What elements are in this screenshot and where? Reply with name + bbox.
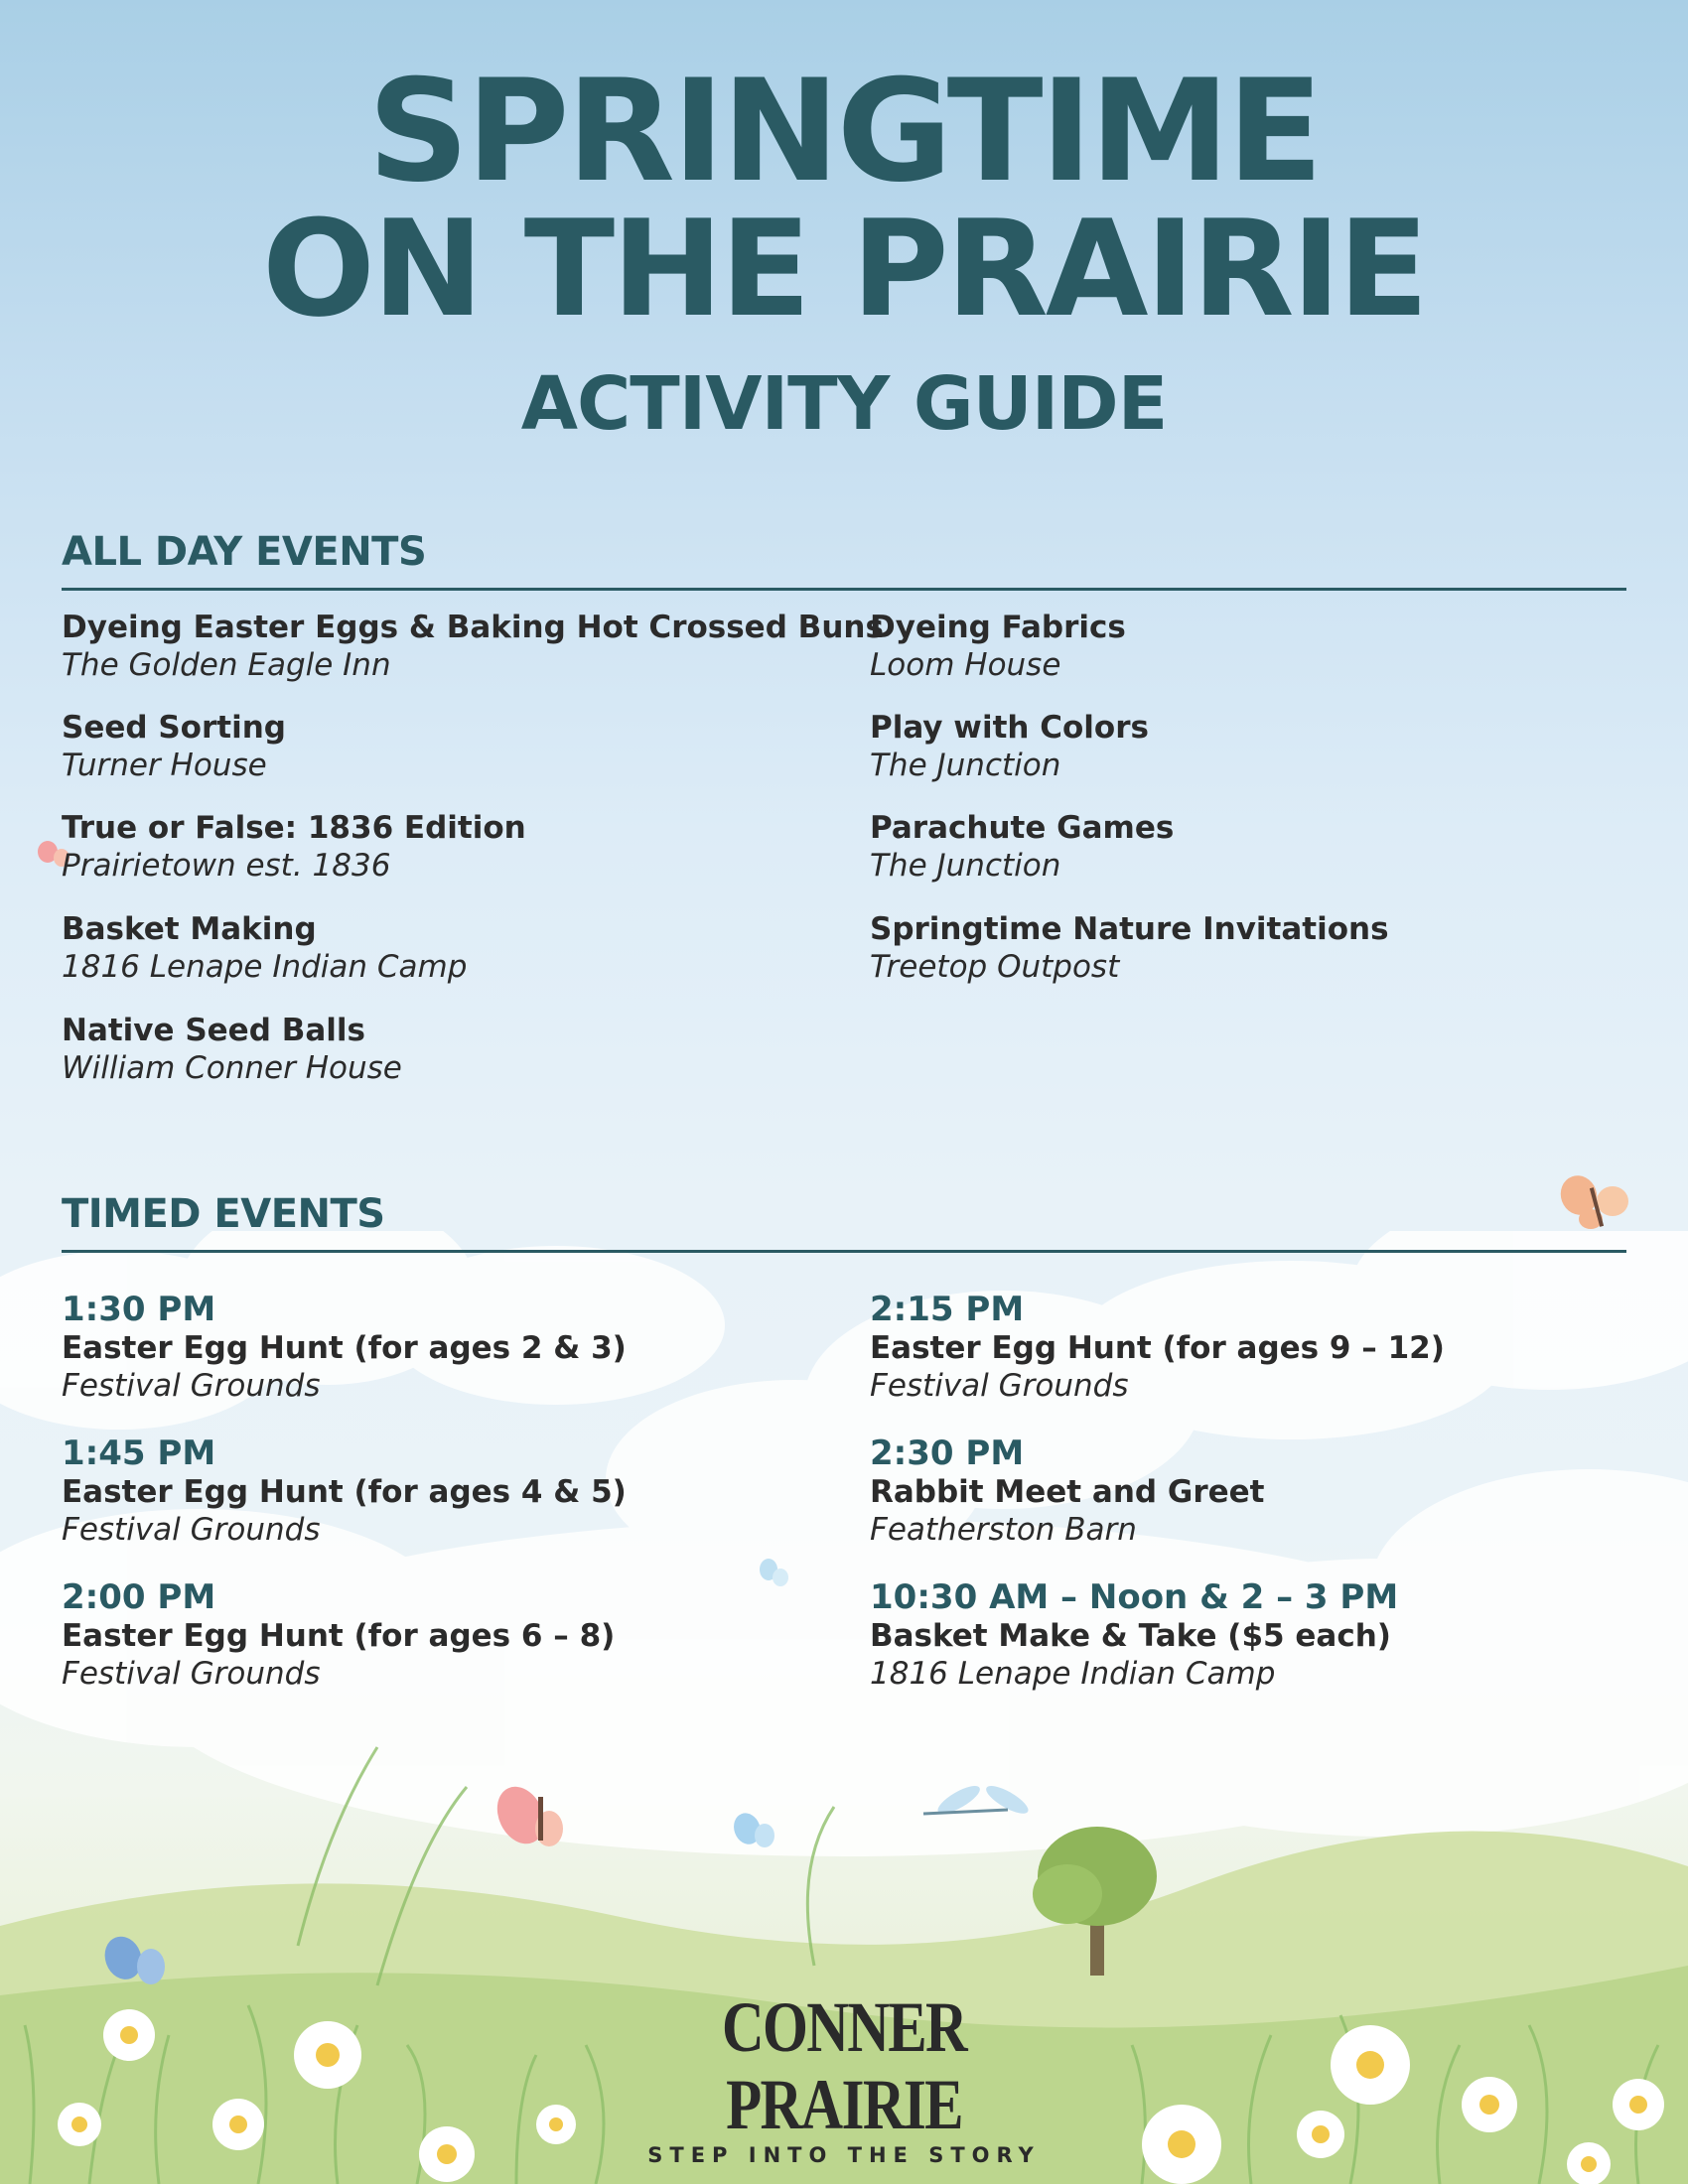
event-location: Turner House — [62, 748, 267, 783]
event-item — [62, 609, 884, 684]
event-location: The Golden Eagle Inn — [62, 647, 391, 683]
timed-event-item — [62, 1290, 627, 1405]
event-name: Easter Egg Hunt (for ages 6 – 8) — [62, 1618, 616, 1654]
event-name: Basket Making — [62, 911, 317, 947]
event-name: Play with Colors — [870, 710, 1149, 746]
subtitle: ACTIVITY GUIDE — [520, 361, 1168, 447]
event-name: Seed Sorting — [62, 710, 286, 746]
event-item — [870, 809, 1174, 885]
logo-tagline: STEP INTO THE STORY — [647, 2143, 1041, 2167]
event-item — [62, 809, 526, 885]
butterfly-orange-icon — [1557, 1171, 1636, 1241]
event-location: 1816 Lenape Indian Camp — [62, 949, 468, 985]
all-day-divider — [62, 588, 1626, 591]
event-location: William Conner House — [62, 1050, 402, 1086]
title-line-1: SPRINGTIME — [367, 50, 1321, 213]
event-location: Festival Grounds — [62, 1656, 321, 1692]
event-name: Easter Egg Hunt (for ages 4 & 5) — [62, 1474, 627, 1510]
timed-divider — [62, 1250, 1626, 1253]
timed-event-item — [62, 1433, 627, 1549]
timed-event-item — [870, 1577, 1398, 1693]
event-location: The Junction — [870, 848, 1061, 884]
event-location: Festival Grounds — [62, 1512, 321, 1548]
timed-event-item — [870, 1290, 1445, 1405]
event-time: 1:45 PM — [62, 1433, 216, 1473]
event-name: Native Seed Balls — [62, 1013, 365, 1048]
all-day-heading: ALL DAY EVENTS — [62, 529, 427, 575]
event-item — [62, 709, 286, 784]
event-item — [870, 709, 1149, 784]
conner-prairie-logo — [596, 1988, 1092, 2167]
event-name: Dyeing Easter Eggs & Baking Hot Crossed Buns — [62, 610, 884, 645]
event-name: Springtime Nature Invitations — [870, 911, 1389, 947]
event-item — [62, 1012, 402, 1087]
event-time: 2:00 PM — [62, 1577, 216, 1617]
timed-event-item — [870, 1433, 1265, 1549]
event-item — [870, 609, 1126, 684]
event-location: Festival Grounds — [62, 1368, 321, 1404]
event-location: Prairietown est. 1836 — [62, 848, 391, 884]
event-time: 2:30 PM — [870, 1433, 1025, 1473]
event-location: Festival Grounds — [870, 1368, 1129, 1404]
event-name: Easter Egg Hunt (for ages 2 & 3) — [62, 1330, 627, 1366]
event-name: Rabbit Meet and Greet — [870, 1474, 1265, 1510]
title-line-2: ON THE PRAIRIE — [262, 192, 1426, 346]
timed-heading: TIMED EVENTS — [62, 1191, 385, 1237]
event-name: True or False: 1836 Edition — [62, 810, 526, 846]
timed-event-item — [62, 1577, 615, 1693]
event-name: Parachute Games — [870, 810, 1175, 846]
event-name: Basket Make & Take ($5 each) — [870, 1618, 1391, 1654]
event-location: Featherston Barn — [870, 1512, 1137, 1548]
event-name: Dyeing Fabrics — [870, 610, 1126, 645]
event-name: Easter Egg Hunt (for ages 9 – 12) — [870, 1330, 1445, 1366]
event-time: 2:15 PM — [870, 1290, 1025, 1329]
event-location: Treetop Outpost — [870, 949, 1120, 985]
event-time: 10:30 AM – Noon & 2 – 3 PM — [870, 1577, 1399, 1617]
event-time: 1:30 PM — [62, 1290, 216, 1329]
event-location: The Junction — [870, 748, 1061, 783]
event-item — [62, 910, 467, 986]
event-location: 1816 Lenape Indian Camp — [870, 1656, 1276, 1692]
event-location: Loom House — [870, 647, 1061, 683]
event-item — [870, 910, 1389, 986]
logo-brand: CONNER PRAIRIE — [721, 1987, 966, 2144]
